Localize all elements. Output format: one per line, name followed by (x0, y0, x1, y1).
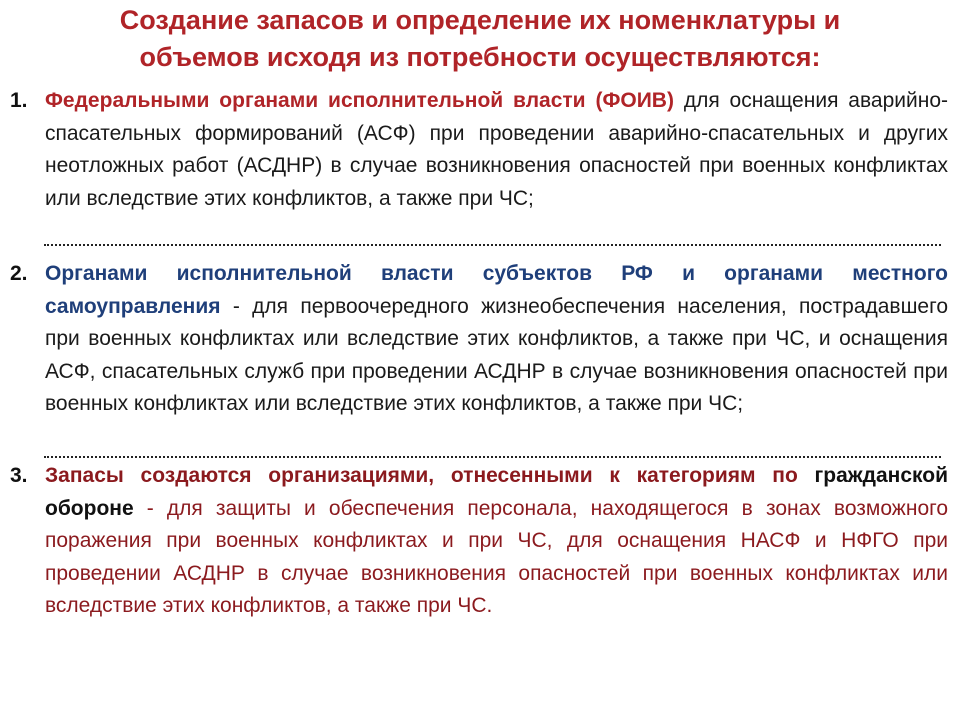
item-text (45, 258, 948, 421)
dotted-divider (44, 244, 941, 246)
item-plain-text: - для первоочередного жизнеобеспечения населения, пострадавшего при военных конфликтах или вследствие этих конфликтов, а также при ЧС, и оснащения АСФ, спасательных служб при проведении АСДНР в случае возникновения опасностей при военных конфликтах или вследствие этих конфликтов, а также при ЧС; (45, 294, 948, 415)
item-text (45, 85, 948, 215)
item-number: 2. (10, 262, 28, 285)
item-bold-text-2: гражданской обороне (45, 464, 948, 520)
item-bold-text: Органами исполнительной власти субъектов РФ и органами местного самоуправления (45, 262, 948, 318)
item-number: 1. (10, 89, 28, 112)
item-plain-text: - для защиты и обеспечения персонала, находящегося в зонах возможного поражения при военных конфликтах и при ЧС, для оснащения НАСФ и НФГО при проведении АСДНР в случае возникновения опасностей при военных конфликтах или вследствие этих конфликтов, а также при ЧС. (45, 496, 948, 617)
item-text (45, 460, 948, 623)
item-plain-text: для оснащения аварийно-спасательных формирований (АСФ) при проведении аварийно-спасательных и других неотложных работ (АСДНР) в случае возникновения опасностей при военных конфликтах или вследствие этих конфликтов, а также при ЧС; (45, 89, 948, 210)
item-number: 3. (10, 464, 28, 487)
dotted-divider (44, 456, 941, 458)
title-line-2: объемов исходя из потребности осуществляются: (139, 42, 821, 72)
title-line-1: Создание запасов и определение их номенклатуры и (119, 5, 841, 35)
item-bold-text: Федеральными органами исполнительной власти (ФОИВ) (45, 89, 674, 112)
page-title (0, 2, 960, 76)
item-bold-text: Запасы создаются организациями, отнесенными к категориям по (45, 464, 798, 487)
